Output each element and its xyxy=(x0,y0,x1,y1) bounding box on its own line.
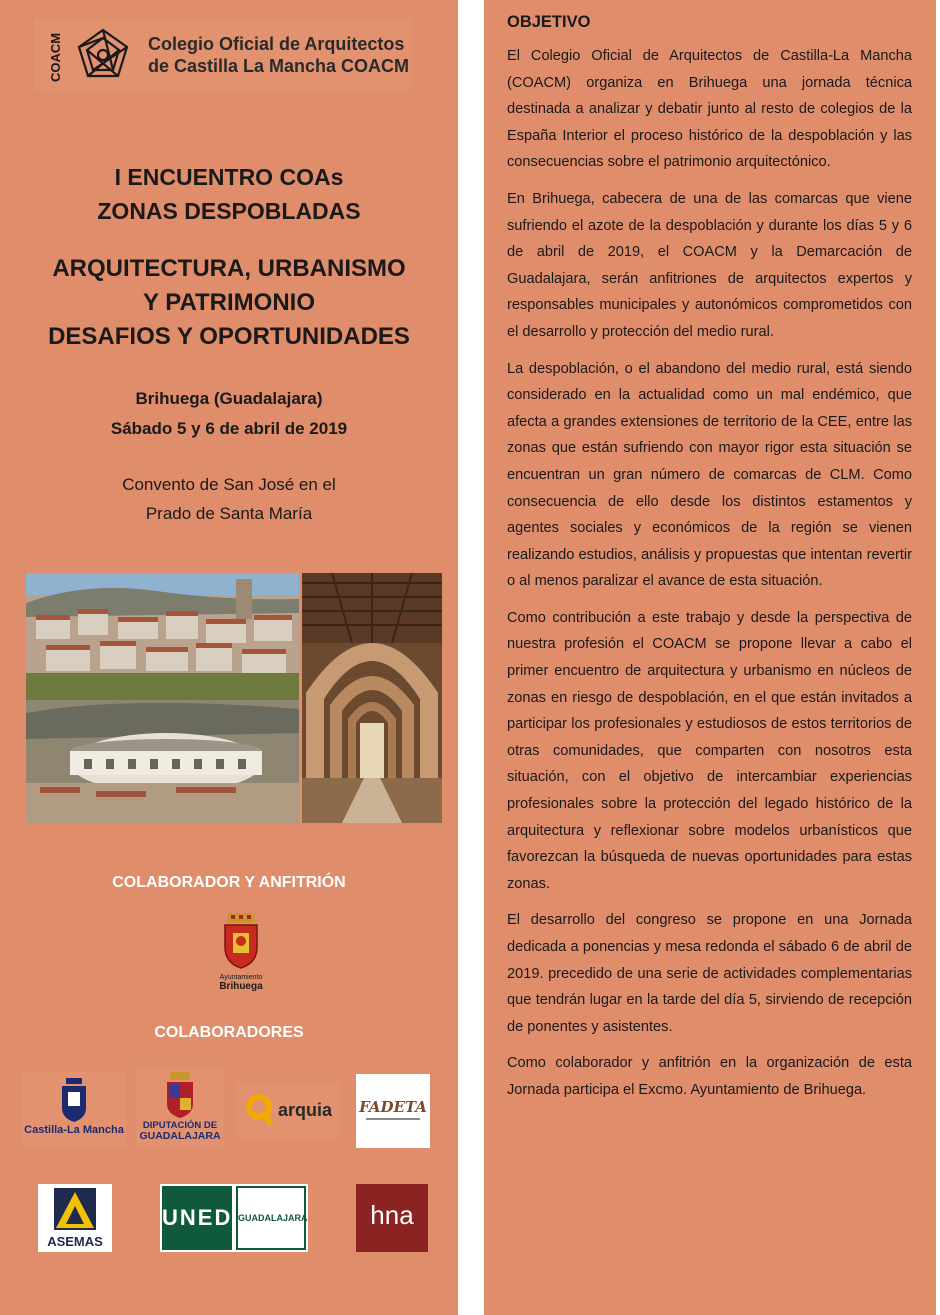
objetivo-paragraph: Como colaborador y anfitrión en la organización de esta Jornada participa el Excmo. Ayuntamiento de Brihuega. xyxy=(507,1055,912,1098)
objetivo-body xyxy=(507,43,912,1114)
event-venue-line: Convento de San José en el xyxy=(122,475,336,494)
event-subtitle-line: ARQUITECTURA, URBANISMO xyxy=(52,255,406,282)
event-subtitle-line: DESAFIOS Y OPORTUNIDADES xyxy=(48,323,410,350)
uned-sub-label: GUADALAJARA xyxy=(236,1186,306,1250)
collaborators-heading: COLABORADORES xyxy=(154,1024,304,1041)
arquia-q-icon xyxy=(246,1094,274,1126)
event-subtitle-line: Y PATRIMONIO xyxy=(142,289,315,316)
event-place-date xyxy=(0,384,458,444)
castilla-la-mancha-logo xyxy=(22,1072,126,1148)
asemas-logo xyxy=(38,1184,112,1252)
arquia-logo xyxy=(236,1082,340,1138)
hna-label: hna xyxy=(370,1200,414,1230)
event-place: Brihuega (Guadalajara) xyxy=(135,389,323,408)
dip-label-line2: GUADALAJARA xyxy=(139,1130,221,1142)
objetivo-paragraph: Como contribución a este trabajo y desde la perspectiva de nuestra profesión el COACM se propone llevar a cabo el primer encuentro de arquitectura y urbanismo en núcleos de zonas en riesgo de despoblación, en el que están invitados a participar los profesionales y estudiosos de estos territorios de otras comunidades, que comparten con nosotros esta situación, con el objetivo de intercambiar experiencias profesionales sobre la protección del legado histórico de la arquitectura y reflexionar sobre modelos urbanísticos que favorezcan la búsqueda de nuevas oportunidades para estas zonas. xyxy=(507,609,912,892)
event-title-line: ZONAS DESPOBLADAS xyxy=(97,198,361,224)
event-venue xyxy=(0,470,458,528)
event-title xyxy=(0,160,458,228)
coat-of-arms-icon xyxy=(221,913,261,969)
host-caption2: Brihuega xyxy=(219,981,263,992)
objetivo-title: OBJETIVO xyxy=(507,13,591,31)
arquia-label: arquia xyxy=(278,1100,333,1120)
castle-crest-icon xyxy=(59,1078,89,1122)
fadeta-label: FADETA xyxy=(359,1098,427,1116)
fadeta-underline xyxy=(366,1118,420,1120)
event-subtitle xyxy=(0,252,458,354)
dip-label-line1: DIPUTACIÓN DE xyxy=(142,1120,218,1131)
event-venue-line: Prado de Santa María xyxy=(145,504,313,523)
brihuega-town-photo xyxy=(26,573,299,823)
event-date: Sábado 5 y 6 de abril de 2019 xyxy=(110,419,348,438)
org-name-line1: Colegio Oficial de Arquitectos xyxy=(148,34,405,54)
fadeta-logo xyxy=(356,1074,430,1148)
coacm-logo-header xyxy=(34,18,412,90)
coacm-vertical-label xyxy=(44,26,66,84)
ayuntamiento-brihuega-logo xyxy=(218,913,264,995)
objetivo-paragraph: En Brihuega, cabecera de una de las comarcas que viene sufriendo el azote de la despoblación y durante los días 5 y 6 de abril de 2019, el COACM y la Demarcación de Guadalajara, serán anfitriones de arquitectos expertos y responsables municipales y autonómicos comprometidos con el desarrollo y protección del medio rural. xyxy=(507,190,912,340)
event-title-line: I ENCUENTRO COAs xyxy=(114,164,344,190)
asemas-triangle-icon xyxy=(38,1184,112,1234)
photo-collage xyxy=(26,573,442,823)
svg-text:COACM: COACM xyxy=(48,32,63,82)
org-name-line2: de Castilla La Mancha COACM xyxy=(148,56,410,76)
clm-label: Castilla-La Mancha xyxy=(24,1124,124,1136)
hna-logo xyxy=(356,1184,428,1252)
uned-label: UNED xyxy=(162,1186,232,1250)
asemas-label: ASEMAS xyxy=(47,1234,103,1249)
host-heading: COLABORADOR Y ANFITRIÓN xyxy=(112,874,346,891)
coacm-emblem-icon xyxy=(74,26,132,84)
objetivo-paragraph: La despoblación, o el abandono del medio rural, está siendo considerado en la actualidad como un mal endémico, que afecta a grandes extensiones de territorio de la CEE, entre las zonas que están sufriendo con mayor rigor esta situación se encuentran un gran número de comarcas de CLM. Como consecuencia de ello desde los distintos estamentos y agentes sociales y económicos de la región se vienen realizando estudios, análisis y propuestas que intentan revertir o al menos paralizar el avance de esta situación. xyxy=(507,360,912,590)
diputacion-crest-icon xyxy=(165,1072,195,1118)
diputacion-guadalajara-logo xyxy=(136,1066,224,1148)
objetivo-paragraph: El desarrollo del congreso se propone en una Jornada dedicada a ponencias y mesa redonda el sábado 6 de abril de 2019. precedido de una serie de actividades complementarias que tendrán lugar en la tarde del día 5, sirviendo de recepción de ponentes y asistentes. xyxy=(507,912,912,1035)
convent-interior-photo xyxy=(302,573,442,823)
objetivo-paragraph: El Colegio Oficial de Arquitectos de Castilla-La Mancha (COACM) organiza en Brihuega una jornada técnica destinada a analizar y debatir junto al resto de colegios de la España Interior el proceso histórico de la despoblación y las consecuencias sobre el patrimonio arquitectónico. xyxy=(507,48,912,171)
left-panel xyxy=(0,0,458,1315)
uned-guadalajara-logo xyxy=(160,1184,308,1252)
host-caption1: Ayuntamiento xyxy=(219,974,263,981)
